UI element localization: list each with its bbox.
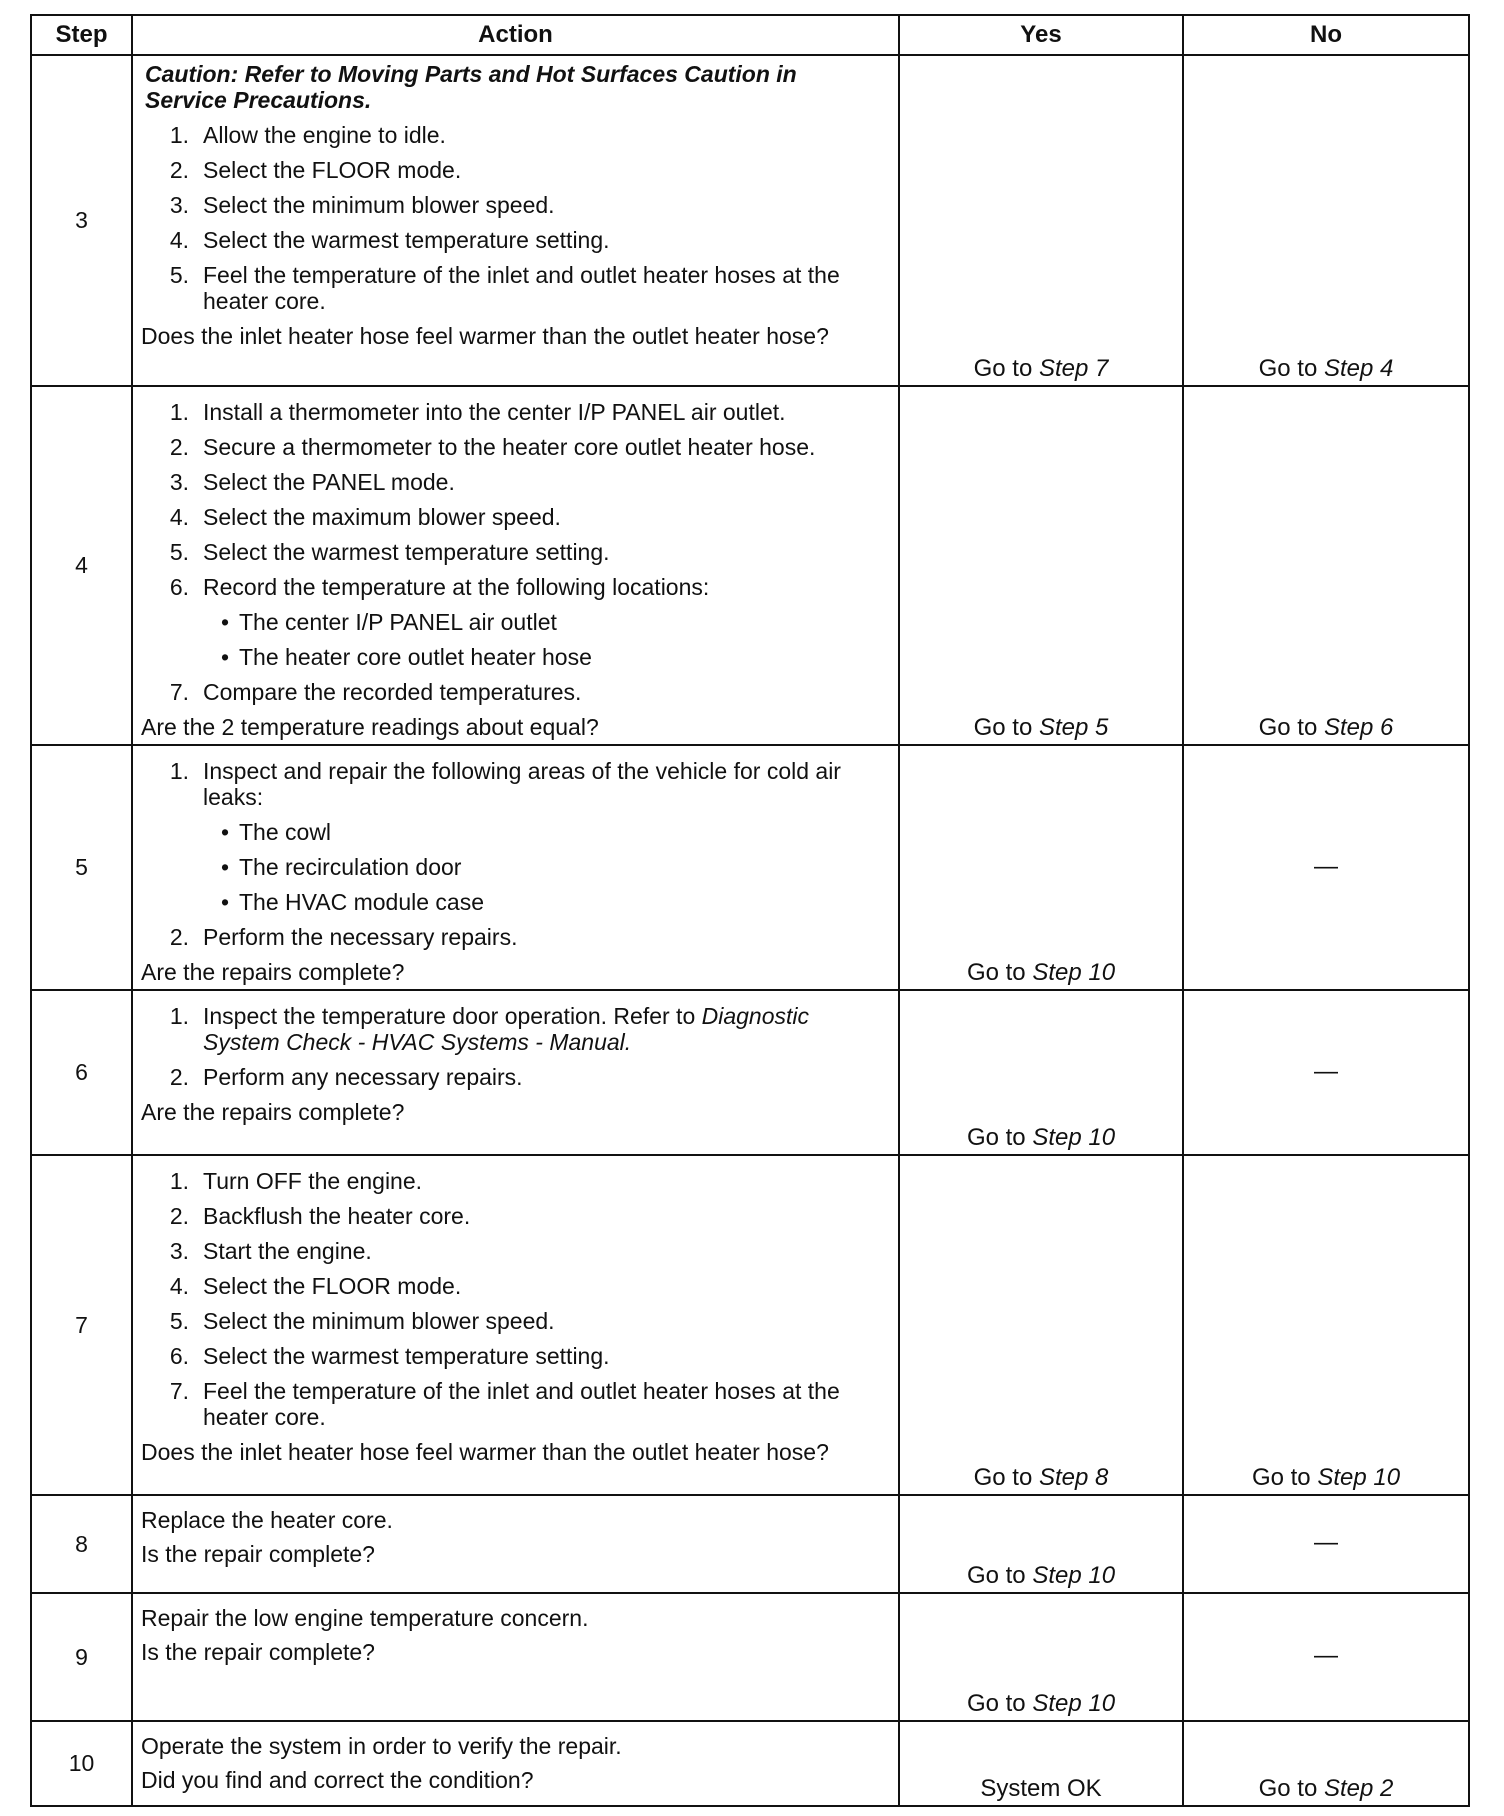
yes-cell: Go to Step 7: [899, 55, 1183, 386]
list-item: 2. Perform any necessary repairs.: [169, 1064, 523, 1090]
list-item: 4. Select the warmest temperature setting.: [169, 227, 610, 253]
bullet-item: • The cowl: [141, 819, 884, 845]
list-item: 3. Start the engine.: [169, 1238, 372, 1264]
header-step: Step: [31, 15, 132, 55]
list-item: 2. Secure a thermometer to the heater core outlet heater hose.: [169, 434, 816, 460]
question-text: Did you find and correct the condition?: [141, 1767, 534, 1793]
step-link: Step 10: [1032, 1124, 1116, 1151]
question-text: Does the inlet heater hose feel warmer than the outlet heater hose?: [141, 1439, 829, 1465]
no-cell: Go to Step 10: [1183, 1155, 1469, 1495]
header-yes: Yes: [899, 15, 1183, 55]
yes-cell: Go to Step 8: [899, 1155, 1183, 1495]
list-item: 1. Inspect and repair the following areas of the vehicle for cold air leaks:: [169, 758, 841, 810]
list-item: 3. Select the minimum blower speed.: [169, 192, 555, 218]
step-link: Step 7: [1038, 355, 1109, 382]
caution-text: Caution: Refer to Moving Parts and Hot Surfaces Caution in Service Precautions.: [145, 61, 797, 113]
yes-cell: Go to Step 10: [899, 1593, 1183, 1721]
action-cell: [132, 55, 899, 386]
list-item: 7. Compare the recorded temperatures.: [169, 679, 582, 705]
action-cell: [132, 386, 899, 745]
action-text: Repair the low engine temperature concern.: [141, 1605, 589, 1631]
bullet-item: • The heater core outlet heater hose: [141, 644, 884, 670]
list-item: 2. Backflush the heater core.: [169, 1203, 471, 1229]
no-cell: —: [1183, 990, 1469, 1155]
table-row-step-6: [31, 990, 1469, 1155]
step-link: Step 10: [1032, 1690, 1116, 1717]
list-item: 6. Select the warmest temperature setting.: [169, 1343, 610, 1369]
diagnostic-table: [30, 14, 1470, 1807]
table-row-step-4: [31, 386, 1469, 745]
step-link: Step 2: [1323, 1775, 1394, 1802]
header-no: No: [1183, 15, 1469, 55]
list-item: 6. Record the temperature at the following locations:: [169, 574, 710, 600]
bullet-item: • The recirculation door: [141, 854, 884, 880]
header-action: Action: [132, 15, 899, 55]
list-item: 7. Feel the temperature of the inlet and outlet heater hoses at the heater core.: [169, 1378, 840, 1430]
yes-cell: System OK: [899, 1721, 1183, 1806]
step-number: 8: [31, 1495, 132, 1593]
header-row: [31, 15, 1469, 55]
step-link: Step 10: [1032, 959, 1116, 986]
action-text: Operate the system in order to verify the repair.: [141, 1733, 622, 1759]
step-number: 3: [31, 55, 132, 386]
step-number: 4: [31, 386, 132, 745]
no-cell: Go to Step 4: [1183, 55, 1469, 386]
table-row-step-9: [31, 1593, 1469, 1721]
table-row-step-5: [31, 745, 1469, 990]
action-cell: [132, 1155, 899, 1495]
table-row-step-3: [31, 55, 1469, 386]
list-item: 1. Turn OFF the engine.: [169, 1168, 423, 1194]
list-item: 1. Install a thermometer into the center I/P PANEL air outlet.: [169, 399, 786, 425]
table-row-step-8: [31, 1495, 1469, 1593]
question-text: Are the repairs complete?: [141, 1099, 405, 1125]
step-link: Step 5: [1038, 714, 1109, 741]
step-link: Step 10: [1032, 1562, 1116, 1589]
step-link: Step 8: [1038, 1464, 1109, 1491]
step-number: 10: [31, 1721, 132, 1806]
step-number: 6: [31, 990, 132, 1155]
action-cell: [132, 1495, 899, 1593]
action-cell: [132, 1593, 899, 1721]
question-text: Is the repair complete?: [141, 1639, 375, 1665]
step-number: 5: [31, 745, 132, 990]
list-item: 3. Select the PANEL mode.: [169, 469, 455, 495]
yes-cell: Go to Step 5: [899, 386, 1183, 745]
no-cell: —: [1183, 745, 1469, 990]
list-item: 5. Select the minimum blower speed.: [169, 1308, 555, 1334]
question-text: Does the inlet heater hose feel warmer than the outlet heater hose?: [141, 323, 829, 349]
action-cell: [132, 990, 899, 1155]
no-cell: —: [1183, 1593, 1469, 1721]
list-item: 5. Select the warmest temperature setting.: [169, 539, 610, 565]
bullet-item: • The center I/P PANEL air outlet: [141, 609, 884, 635]
action-text: Replace the heater core.: [141, 1507, 393, 1533]
no-cell: Go to Step 2: [1183, 1721, 1469, 1806]
step-number: 9: [31, 1593, 132, 1721]
action-cell: [132, 745, 899, 990]
diagnostic-table-page: [30, 14, 1468, 1802]
list-item: 4. Select the maximum blower speed.: [169, 504, 561, 530]
step-link: Step 6: [1323, 714, 1394, 741]
list-item: 4. Select the FLOOR mode.: [169, 1273, 462, 1299]
question-text: Are the repairs complete?: [141, 959, 405, 985]
list-item: 2. Select the FLOOR mode.: [169, 157, 462, 183]
yes-cell: Go to Step 10: [899, 745, 1183, 990]
step-link: Step 10: [1317, 1464, 1401, 1491]
no-cell: —: [1183, 1495, 1469, 1593]
list-item: 5. Feel the temperature of the inlet and outlet heater hoses at the heater core.: [169, 262, 840, 314]
step-number: 7: [31, 1155, 132, 1495]
action-cell: [132, 1721, 899, 1806]
reference-link: Diagnostic System Check - HVAC Systems - Manual.: [203, 1003, 810, 1055]
yes-cell: Go to Step 10: [899, 990, 1183, 1155]
no-cell: Go to Step 6: [1183, 386, 1469, 745]
yes-cell: Go to Step 10: [899, 1495, 1183, 1593]
question-text: Is the repair complete?: [141, 1541, 375, 1567]
list-item: 1. Inspect the temperature door operation. Refer to Diagnostic System Check - HVAC Systems - Manual.: [169, 1003, 810, 1055]
list-item: 1. Allow the engine to idle.: [169, 122, 446, 148]
question-text: Are the 2 temperature readings about equal?: [141, 714, 599, 740]
bullet-item: • The HVAC module case: [141, 889, 884, 915]
step-link: Step 4: [1323, 355, 1394, 382]
table-row-step-10: [31, 1721, 1469, 1806]
list-item: 2. Perform the necessary repairs.: [169, 924, 518, 950]
table-row-step-7: [31, 1155, 1469, 1495]
